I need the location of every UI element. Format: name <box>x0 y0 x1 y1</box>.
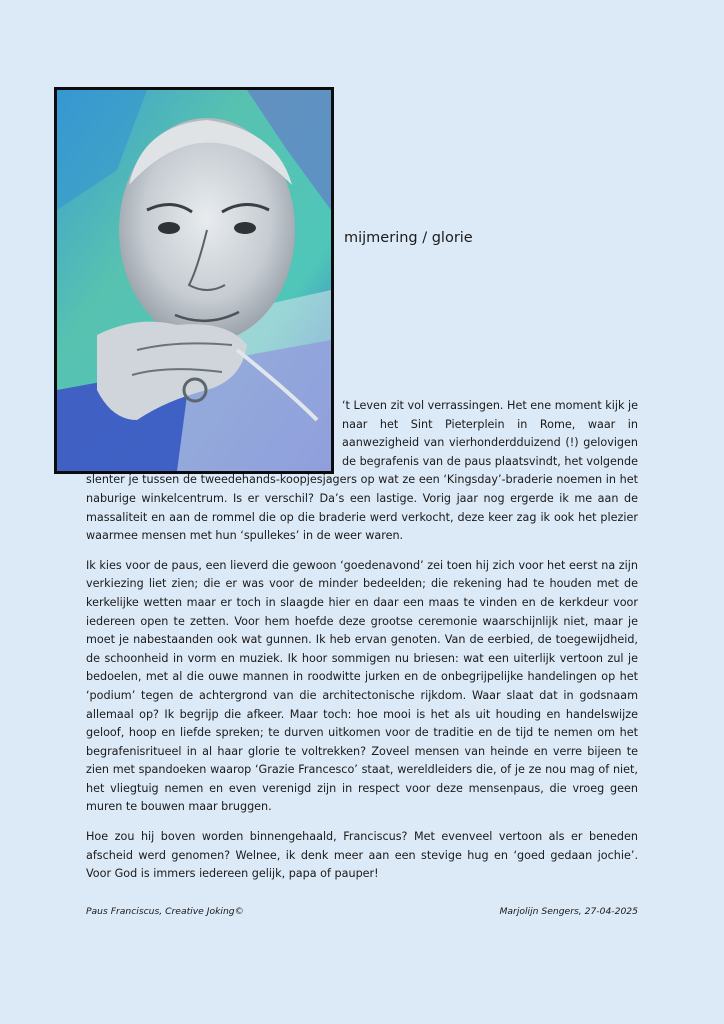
image-credit: Paus Franciscus, Creative Joking© <box>86 906 244 917</box>
paragraph-3: Hoe zou hij boven worden binnengehaald, Franciscus? Met evenveel vertoon als er beneden afscheid werd genomen? Welnee, ik denk meer aan een stevige hug en ‘goed gedaan jochie’. Voor God is immers iedereen gelijk, papa of pauper! <box>86 830 638 881</box>
author-date: Marjolijn Sengers, 27-04-2025 <box>499 906 638 917</box>
article-body <box>86 397 638 895</box>
article-title: mijmering / glorie <box>344 230 473 246</box>
image-wrap-spacer <box>86 397 342 471</box>
paragraph-2: Ik kies voor de paus, een lieverd die gewoon ‘goedenavond’ zei toen hij zich voor het eerst na zijn verkiezing liet zien; die er was voor de minder bedeelden; die rekening had te houden met de kerkelijke wetten maar er toch in slaagde hier en daar een maas te vinden en de kerkdeur voor iedereen open te zetten. Voor hem hoefde deze grootse ceremonie waarschijnlijk niet, maar je moet je nabestaanden ook wat gunnen. Ik heb ervan genoten. Van de eerbied, de toegewijdheid, de schoonheid in vorm en muziek. Ik hoor sommigen nu briesen: wat een uiterlijk vertoon zul je bedoelen, met al die ouwe mannen in roodwitte jurken en de onbegrijpelijke handelingen op het ‘podium’ tegen de achtergrond van die architectonische rijkdom. Waar slaat dat in godsnaam allemaal op? Ik begrijp die afkeer. Maar toch: hoe mooi is het als uit houding en handelswijze geloof, hoop en liefde spreken; te durven uitkomen voor de traditie en de tijd te nemen om het begrafenisritueel in al haar glorie te voltrekken? Zoveel mensen van heinde en verre bijeen te zien met spandoeken waarop ‘Grazie Francesco’ staat, wereldleiders die, of je ze nou mag of niet, het vliegtuig nemen en even verenigd zijn in respect voor deze mensenpaus, die vroeg geen muren te bouwen maar bruggen. <box>86 558 638 814</box>
paragraph-1: ‘t Leven zit vol verrassingen. Het ene moment kijk je naar het Sint Pieterplein in Rome, waar in aanwezigheid van vierhonderdduizend (!) gelovigen de begrafenis van de paus plaatsvindt, het volgende slenter je tussen de tweedehands-koopjesjagers op wat ze een ‘Kingsday’-braderie noemen in het naburige winkelcentrum. Is er verschil? Da’s een lastige. Vorig jaar nog ergerde ik me aan de massaliteit en aan de rommel die op die braderie werd verkocht, deze keer zag ik ook het plezier waarmee mensen met hun ‘spullekes’ in de weer waren. <box>86 399 638 543</box>
